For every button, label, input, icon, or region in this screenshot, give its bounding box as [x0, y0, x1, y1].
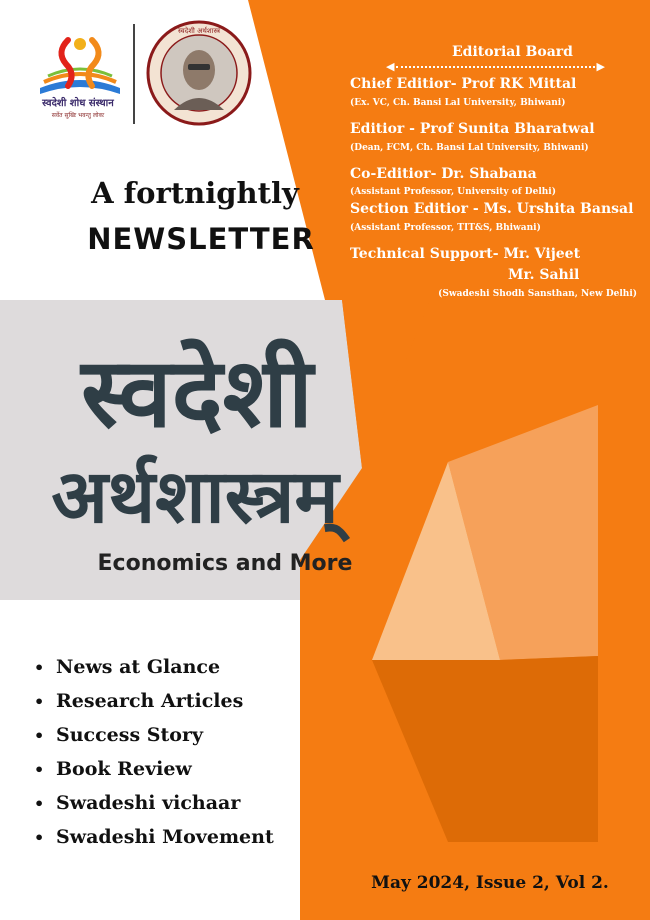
- bullet-icon: •: [34, 794, 45, 813]
- co-editor-affiliation: (Assistant Professor, University of Delhi): [350, 187, 556, 197]
- list-item: [34, 786, 274, 820]
- heading-rule: [386, 61, 605, 73]
- section-editor-affiliation: (Assistant Professor, TIT&S, Bhiwani): [350, 223, 541, 233]
- title-hindi-line1: स्वदेशी: [81, 337, 313, 449]
- topic-label: Book Review: [56, 758, 192, 780]
- editorial-board: [350, 44, 645, 301]
- topic-label: Research Articles: [56, 690, 244, 712]
- bullet-icon: •: [34, 760, 45, 779]
- portrait-glasses: [188, 64, 210, 70]
- seal-text: स्वदेशी अर्थशास्त्र: [177, 27, 221, 35]
- topic-label: News at Glance: [56, 656, 221, 678]
- topics-list: [34, 650, 274, 854]
- section-editor: Section Editior - Ms. Urshita Bansal: [350, 201, 634, 217]
- chief-editor: Chief Editior- Prof RK Mittal: [350, 76, 577, 92]
- arrow-left-icon: ◀: [386, 60, 395, 73]
- list-item: [34, 752, 274, 786]
- editor-affiliation: (Dean, FCM, Ch. Bansi Lal University, Bhiwani): [350, 143, 589, 153]
- co-editor: Co-Editior- Dr. Shabana: [350, 166, 537, 182]
- technical-support-affiliation: (Swadeshi Shodh Sansthan, New Delhi): [438, 289, 637, 299]
- editor: Editior - Prof Sunita Bharatwal: [350, 121, 595, 137]
- list-item: [34, 650, 274, 684]
- title-hindi-line2: अर्थशास्त्रम्: [51, 454, 339, 540]
- list-item: [34, 684, 274, 718]
- chief-editor-affiliation: (Ex. VC, Ch. Bansi Lal University, Bhiwani): [350, 98, 566, 108]
- logo-divider: [133, 24, 135, 124]
- topic-label: Swadeshi vichaar: [56, 792, 241, 814]
- list-item: [34, 820, 274, 854]
- technical-support-second: Mr. Sahil: [508, 267, 580, 283]
- topic-label: Success Story: [56, 724, 203, 746]
- logo-caption: स्वदेशी शोध संस्थान: [42, 98, 114, 109]
- fortnightly-label: A fortnightly: [91, 176, 299, 210]
- editorial-board-heading: Editorial Board: [452, 44, 573, 60]
- portrait-seal: [146, 20, 252, 126]
- bullet-icon: •: [34, 692, 45, 711]
- arrow-right-icon: ▶: [596, 60, 605, 73]
- issue-info: May 2024, Issue 2, Vol 2.: [371, 873, 609, 893]
- list-item: [34, 718, 274, 752]
- bullet-icon: •: [34, 658, 45, 677]
- title-tagline: Economics and More: [97, 551, 353, 576]
- topic-label: Swadeshi Movement: [56, 826, 274, 848]
- technical-support: Technical Support- Mr. Vijeet: [350, 246, 581, 262]
- newsletter-label: NEWSLETTER: [87, 222, 315, 256]
- bullet-icon: •: [34, 828, 45, 847]
- bullet-icon: •: [34, 726, 45, 745]
- book-logo-icon: [22, 22, 138, 102]
- logo-subcaption: सर्वेत सुखिः भवन्तु लोकः: [51, 112, 105, 119]
